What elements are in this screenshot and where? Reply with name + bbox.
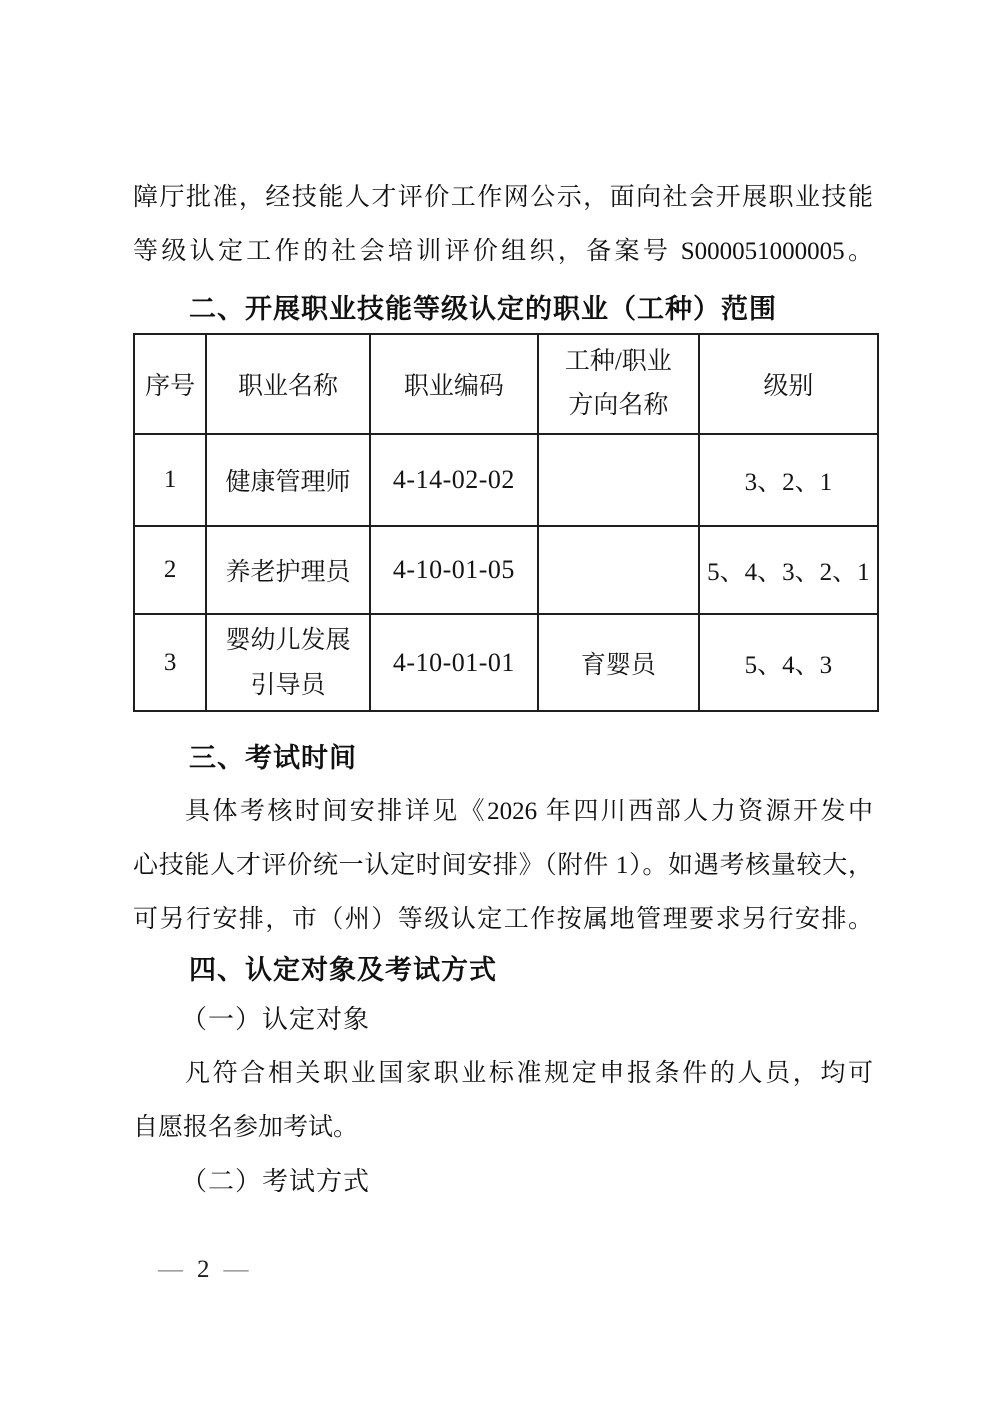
section-heading-2: 二、开展职业技能等级认定的职业（工种）范围: [189, 294, 777, 324]
cell-seq: 2: [134, 526, 206, 614]
cell-occupation-name: 健康管理师: [206, 434, 370, 526]
page-number-dash-left: —: [158, 1256, 183, 1283]
cell-levels: 5、4、3、2、1: [699, 526, 878, 614]
page-number-value: 2: [197, 1256, 210, 1283]
body-text-line: 可另行安排，市（州）等级认定工作按属地管理要求另行安排。: [133, 906, 873, 933]
table-row: [134, 526, 878, 614]
body-text-line: 等级认定工作的社会培训评价组织，备案号 S000051000005。: [133, 238, 873, 265]
header-seq: 序号: [134, 334, 206, 434]
header-direction-line2: 方向名称: [568, 392, 669, 419]
cell-occupation-code: 4-10-01-01: [370, 614, 538, 711]
table-row: [134, 614, 878, 711]
body-text-line: 自愿报名参加考试。: [133, 1114, 359, 1141]
header-direction-line1: 工种/职业: [564, 348, 672, 375]
cell-direction: [538, 526, 699, 614]
table-row: [134, 434, 878, 526]
sub-heading-2: （二）考试方式: [181, 1167, 371, 1196]
section-heading-3: 三、考试时间: [189, 743, 357, 773]
body-text-line: 心技能人才评价统一认定时间安排》（附件 1）。如遇考核量较大，: [133, 852, 873, 879]
cell-seq: 1: [134, 434, 206, 526]
page-number-dash-right: —: [223, 1256, 249, 1283]
header-occupation-name: 职业名称: [206, 334, 370, 434]
cell-occupation-name: [206, 614, 370, 711]
cell-occupation-name: 养老护理员: [206, 526, 370, 614]
sub-heading-1: （一）认定对象: [181, 1005, 371, 1034]
header-level: 级别: [699, 334, 878, 434]
occupation-name-line1: 婴幼儿发展: [225, 626, 351, 654]
cell-levels: 5、4、3: [699, 614, 878, 711]
occupation-scope-table: [133, 333, 879, 712]
header-occupation-code: 职业编码: [370, 334, 538, 434]
cell-occupation-code: 4-14-02-02: [370, 434, 538, 526]
body-text-line: 凡符合相关职业国家职业标准规定申报条件的人员，均可: [185, 1060, 873, 1087]
document-content: [133, 171, 873, 1209]
cell-levels: 3、2、1: [699, 434, 878, 526]
occupation-name-line2: 引导员: [250, 671, 326, 699]
header-direction: [538, 334, 699, 434]
cell-seq: 3: [134, 614, 206, 711]
cell-direction: 育婴员: [538, 614, 699, 711]
cell-occupation-code: 4-10-01-05: [370, 526, 538, 614]
body-text-line: 具体考核时间安排详见《2026 年四川西部人力资源开发中: [185, 798, 873, 825]
table-header-row: [134, 334, 878, 434]
body-text-line: 障厅批准，经技能人才评价工作网公示，面向社会开展职业技能: [133, 184, 873, 211]
cell-direction: [538, 434, 699, 526]
section-heading-4: 四、认定对象及考试方式: [189, 955, 497, 985]
page-number: [158, 1248, 249, 1292]
